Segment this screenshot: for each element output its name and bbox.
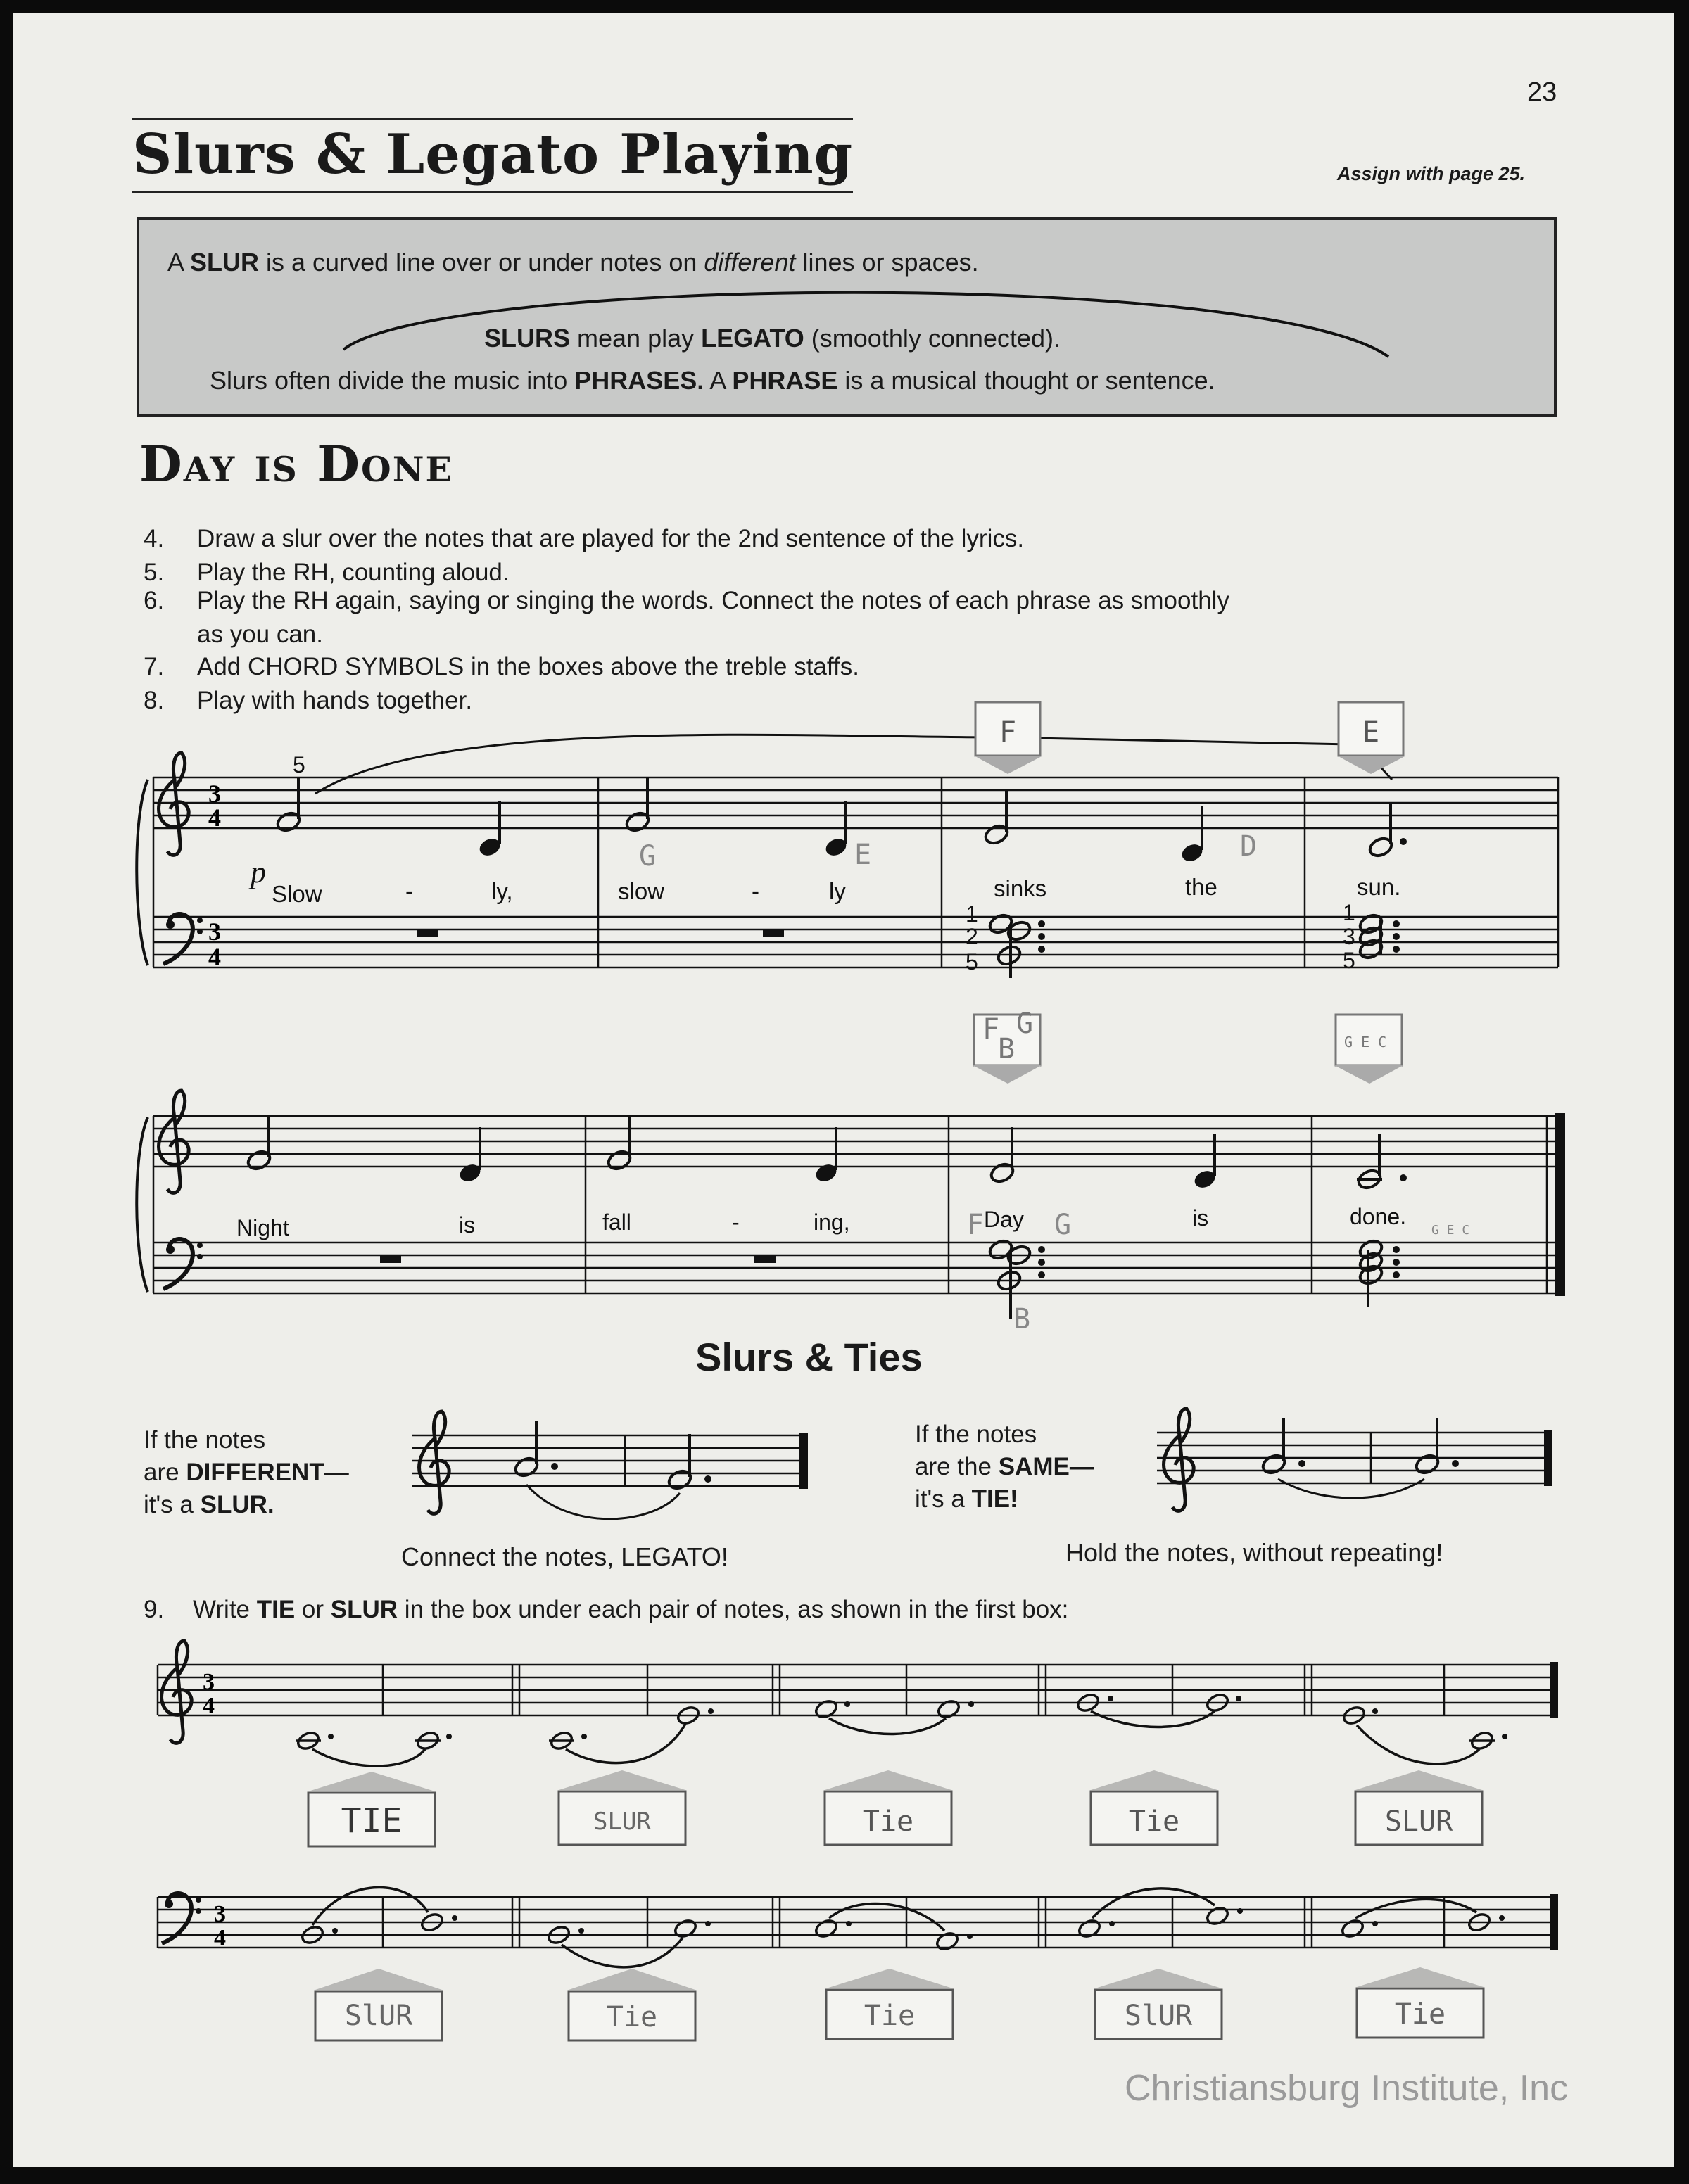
svg-text:3: 3 — [208, 918, 221, 946]
term-different: DIFFERENT — [186, 1459, 324, 1486]
text: are — [144, 1459, 186, 1486]
system-2 — [137, 1008, 1565, 1335]
pencil-note: D — [1240, 830, 1258, 863]
lyric: - — [752, 878, 759, 904]
text: If the notes — [915, 1421, 1037, 1448]
chord-box-1: F — [999, 716, 1017, 749]
worksheet-page — [13, 13, 1674, 2167]
lyric: is — [1192, 1205, 1209, 1231]
term-phrase: PHRASE — [732, 366, 838, 395]
measure-number: 5 — [293, 752, 305, 777]
term-legato: LEGATO — [701, 324, 804, 353]
answer-box: TIE — [341, 1801, 403, 1841]
pencil-chord-note: G E C — [1344, 1034, 1387, 1050]
lyric: - — [405, 878, 413, 904]
term-tie: TIE! — [971, 1485, 1018, 1513]
text: Write — [193, 1596, 257, 1623]
term-slurs: SLURS — [484, 324, 571, 353]
tie-explanation — [915, 1418, 1094, 1516]
pencil-chord-note: F — [982, 1013, 1000, 1046]
fingering: 2 — [966, 924, 978, 949]
instruction-9 — [144, 1596, 1068, 1624]
treble-clef-icon — [159, 753, 189, 855]
pencil-note: G E C — [1431, 1223, 1470, 1238]
slur-explanation — [144, 1424, 349, 1521]
lyric: ly, — [491, 878, 513, 904]
instruction-text: as you can. — [197, 621, 323, 648]
text: A — [704, 366, 733, 395]
text: If the notes — [144, 1426, 266, 1454]
instruction-text: Draw a slur over the notes that are played for the 2nd sentence of the lyrics. — [197, 525, 1025, 552]
page-number: 23 — [1527, 77, 1557, 107]
text: Slurs often divide the music into — [210, 366, 575, 395]
lyric: ing, — [814, 1210, 850, 1235]
chord-box-2: E — [1362, 716, 1380, 749]
slurs-ties-heading: Slurs & Ties — [695, 1335, 923, 1379]
instruction-number: 8. — [144, 687, 165, 714]
assign-note: Assign with page 25. — [1337, 163, 1526, 184]
text: is a musical thought or sentence. — [837, 366, 1215, 395]
lyric: Day — [984, 1207, 1024, 1232]
slur-example — [412, 1411, 808, 1519]
instruction-text: Add CHORD SYMBOLS in the boxes above the treble staffs. — [197, 653, 859, 680]
instruction-text: Play with hands together. — [197, 687, 473, 714]
instruction-text: Play the RH, counting aloud. — [197, 559, 510, 586]
lyric: - — [732, 1210, 740, 1235]
lyric: Night — [236, 1215, 289, 1240]
text: it's a — [144, 1491, 201, 1518]
pencil-note: F — [967, 1209, 985, 1241]
text: A — [167, 248, 191, 277]
tie-caption: Hold the notes, without repeating! — [1065, 1538, 1443, 1567]
svg-text:4: 4 — [214, 1925, 226, 1951]
bass-clef-icon — [163, 914, 203, 964]
instruction-number: 4. — [144, 525, 165, 552]
svg-text:3: 3 — [203, 1669, 215, 1695]
svg-text:4: 4 — [208, 943, 221, 971]
text: lines or spaces. — [795, 248, 979, 277]
instruction-number: 7. — [144, 653, 165, 680]
watermark: Christiansburg Institute, Inc — [1125, 2068, 1569, 2109]
fingering: 3 — [1343, 924, 1355, 949]
lyric: the — [1185, 874, 1217, 900]
answer-box: Tie — [606, 2001, 658, 2033]
text: or — [295, 1596, 331, 1623]
text: in the box under each pair of notes, as shown in the first box: — [398, 1596, 1069, 1623]
text: (smoothly connected). — [804, 324, 1061, 353]
slur-caption: Connect the notes, LEGATO! — [401, 1542, 728, 1571]
fingering: 5 — [966, 949, 978, 974]
term-tie: TIE — [256, 1596, 296, 1623]
answer-box: Tie — [862, 1805, 914, 1838]
lyric: fall — [602, 1210, 631, 1235]
dash: — — [1069, 1453, 1094, 1480]
lyric: slow — [618, 878, 665, 904]
piece-title: Day is Done — [139, 435, 453, 493]
tie-example — [1157, 1409, 1552, 1511]
answer-box: SLUR — [1384, 1805, 1453, 1838]
lyric: sun. — [1357, 874, 1401, 900]
pencil-note: G — [1054, 1209, 1072, 1241]
term-slur: SLUR — [190, 248, 260, 277]
svg-text:3: 3 — [214, 1901, 226, 1927]
term-slur: SLUR. — [200, 1491, 274, 1518]
fingering: 1 — [966, 901, 978, 927]
svg-text:4: 4 — [203, 1693, 215, 1719]
page-title: Slurs & Legato Playing — [132, 118, 853, 193]
exercise-bass-staff — [158, 1887, 1558, 2040]
instruction-number: 9. — [144, 1596, 165, 1623]
instruction-number: 5. — [144, 559, 165, 586]
instruction-number: 6. — [144, 587, 165, 614]
answer-box: SLUR — [593, 1808, 651, 1836]
svg-text:3: 3 — [208, 780, 221, 808]
pencil-chord-note: G — [1016, 1008, 1034, 1040]
lyric: sinks — [994, 875, 1047, 901]
lyric: done. — [1350, 1204, 1407, 1229]
text: mean play — [570, 324, 702, 353]
text: are the — [915, 1453, 999, 1480]
exercise-treble-staff — [158, 1641, 1558, 1846]
fingering: 1 — [1343, 900, 1355, 925]
text: is a curved line over or under notes on — [259, 248, 704, 277]
term-phrases: PHRASES. — [574, 366, 704, 395]
lyric: ly — [829, 878, 846, 904]
pencil-note: B — [1013, 1303, 1031, 1335]
answer-box: SlUR — [1124, 2000, 1193, 2032]
text-different: different — [704, 248, 796, 277]
text: it's a — [915, 1485, 972, 1513]
answer-box: Tie — [864, 2000, 916, 2032]
dynamic-marking: p — [251, 855, 266, 889]
pencil-note: E — [854, 839, 872, 871]
lyric: is — [459, 1212, 476, 1238]
dash: — — [324, 1459, 349, 1486]
music-notation — [13, 13, 1674, 2167]
term-same: SAME — [998, 1453, 1070, 1480]
system-1 — [137, 702, 1558, 978]
answer-box: Tie — [1128, 1805, 1180, 1838]
term-slur: SLUR — [330, 1596, 398, 1623]
answer-box: SlUR — [344, 2000, 413, 2032]
svg-text:4: 4 — [208, 804, 221, 832]
lyric: Slow — [272, 881, 322, 907]
pencil-note: G — [639, 840, 657, 872]
pencil-chord-note: B — [998, 1033, 1016, 1065]
answer-box: Tie — [1394, 1998, 1446, 2031]
instruction-text: Play the RH again, saying or singing the words. Connect the notes of each phrase as smoothly — [197, 587, 1229, 614]
fingering: 5 — [1343, 948, 1355, 973]
